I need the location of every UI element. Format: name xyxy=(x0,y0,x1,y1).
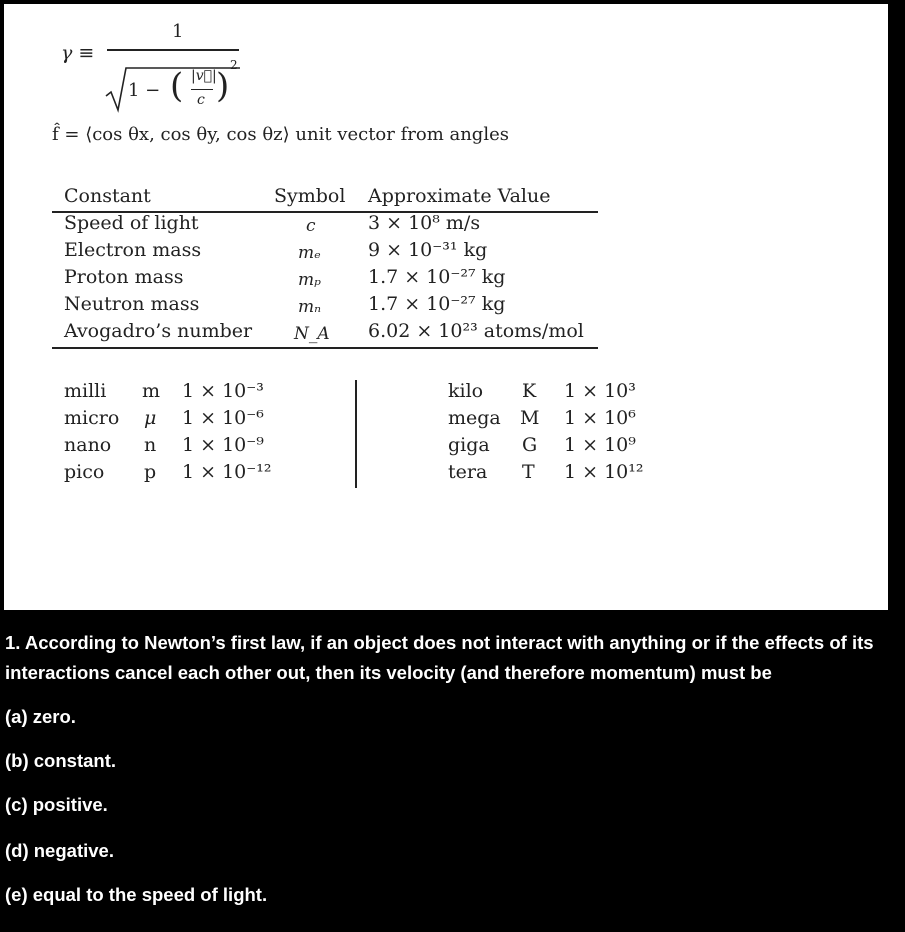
prefix-symbol: K xyxy=(522,380,537,402)
prefix-value: 1 × 10⁻¹² xyxy=(182,461,272,483)
choice-c[interactable]: (c) positive. xyxy=(5,794,108,815)
row-value: 9 × 10⁻³¹ kg xyxy=(368,239,488,261)
row-symbol: mₑ xyxy=(298,243,321,263)
prefix-symbol: p xyxy=(144,461,157,483)
question-text: 1. According to Newton’s first law, if an object does not interact with anything or if the effects of its interactions cancel each other out, then its velocity (and therefore momentum) must be xyxy=(5,632,874,683)
f-hat-line: f̂ = ⟨cos θx, cos θy, cos θz⟩ unit vector from angles xyxy=(52,124,509,145)
row-symbol: mₚ xyxy=(298,270,321,290)
row-name: Speed of light xyxy=(64,212,199,234)
row-symbol: mₙ xyxy=(298,297,322,317)
gamma-numerator: 1 xyxy=(172,21,184,42)
prefix-symbol: M xyxy=(520,407,540,429)
prefix-symbol: T xyxy=(522,461,535,483)
prefix-name: giga xyxy=(448,434,490,456)
v-magnitude: |v⃗| xyxy=(191,68,217,84)
prefix-value: 1 × 10⁹ xyxy=(564,434,636,456)
prefix-value: 1 × 10³ xyxy=(564,380,636,402)
choice-e[interactable]: (e) equal to the speed of light. xyxy=(5,884,268,905)
prefix-divider xyxy=(355,380,357,488)
prefix-name: milli xyxy=(64,380,107,402)
paren-close: ) xyxy=(216,66,230,106)
gamma-fraction-bar xyxy=(107,49,239,51)
row-name: Neutron mass xyxy=(64,293,200,315)
prefix-symbol: n xyxy=(144,434,157,456)
row-name: Electron mass xyxy=(64,239,202,261)
table-bottom-rule xyxy=(52,347,598,349)
row-value: 6.02 × 10²³ atoms/mol xyxy=(368,320,584,342)
prefix-name: kilo xyxy=(448,380,484,402)
prefix-value: 1 × 10⁻⁶ xyxy=(182,407,264,429)
prefix-name: mega xyxy=(448,407,501,429)
prefix-symbol: G xyxy=(522,434,538,456)
row-value: 1.7 × 10⁻²⁷ kg xyxy=(368,266,506,288)
row-value: 3 × 10⁸ m/s xyxy=(368,212,481,234)
prefix-name: nano xyxy=(64,434,112,456)
row-value: 1.7 × 10⁻²⁷ kg xyxy=(368,293,506,315)
paren-open: ( xyxy=(170,66,184,106)
prefix-symbol: μ xyxy=(144,407,157,429)
exponent-2: 2 xyxy=(230,58,238,72)
row-name: Avogadro’s number xyxy=(64,320,253,342)
reference-panel xyxy=(4,4,888,610)
prefix-name: pico xyxy=(64,461,105,483)
header-constant: Constant xyxy=(64,185,151,207)
prefix-value: 1 × 10⁻³ xyxy=(182,380,264,402)
choice-b[interactable]: (b) constant. xyxy=(5,750,116,771)
prefix-name: tera xyxy=(448,461,488,483)
prefix-value: 1 × 10⁻⁹ xyxy=(182,434,264,456)
prefix-value: 1 × 10¹² xyxy=(564,461,644,483)
header-symbol: Symbol xyxy=(274,185,346,207)
row-symbol: c xyxy=(306,216,316,236)
gamma-lhs: γ ≡ xyxy=(61,42,95,64)
one-minus: 1 − xyxy=(128,80,161,101)
prefix-name: micro xyxy=(64,407,120,429)
prefix-symbol: m xyxy=(142,380,161,402)
header-value: Approximate Value xyxy=(368,185,551,207)
choice-d[interactable]: (d) negative. xyxy=(5,840,114,861)
prefix-value: 1 × 10⁶ xyxy=(564,407,636,429)
row-name: Proton mass xyxy=(64,266,184,288)
v-over-c-bar xyxy=(191,89,213,90)
choice-a[interactable]: (a) zero. xyxy=(5,706,76,727)
row-symbol: N_A xyxy=(294,324,330,344)
c-denominator: c xyxy=(197,92,205,108)
